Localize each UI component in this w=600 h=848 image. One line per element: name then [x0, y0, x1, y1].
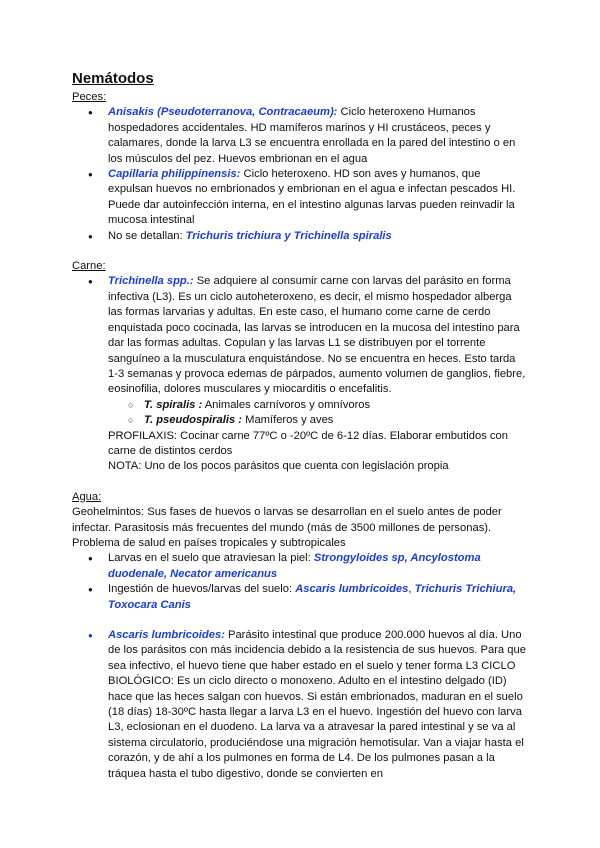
text-run: en forma de: [272, 752, 339, 765]
text-run: mamíferos marinos y: [266, 121, 378, 134]
text-run: Parásito intestinal que produce 200.000 huevos al día. Uno de los parásitos con más incidencia debido a la resistencia de sus huevos. Para que sea: [108, 629, 526, 672]
text-run: Huevos embrionan en el agua: [218, 152, 368, 165]
text-run: No se encuentra en heces: [327, 352, 459, 365]
text-run: pulmones: [223, 752, 273, 765]
text-run: es decir, el mismo hospedador alberga las formas larvarias y adultas. En este caso, el humano come carne de cerdo enquistada poco cocinada, las larvas se introducen en la mucosa del intestino para dar las formas adultas. Copulan y las larvas L1 se distribuyen por el torrente sanguíneo a la musculatura enquistándose.: [108, 290, 520, 365]
text-run: HI: [377, 121, 389, 134]
list-item: [72, 167, 528, 229]
list-item: [72, 105, 528, 167]
text-run: Trichinella spp.:: [108, 275, 194, 288]
list-item: [72, 551, 528, 582]
text-run: CICLO BIOLÓGICO:: [108, 659, 516, 688]
text-run: T. spiralis :: [144, 398, 203, 411]
section-heading-peces: Peces:: [72, 91, 107, 103]
text-run: Ascaris lumbricoides: [295, 583, 409, 596]
text-run: HI. Puede dar autoinfección interna,: [108, 183, 516, 211]
text-run: Sus fases de huevos o larvas se desarrollan en el suelo antes de poder infectar. Parasitosis más frecuentes del mundo (más de 3500 millones de personas). Problema de salud en países tropicales y subtropicales: [72, 506, 502, 549]
text-run: No se detallan:: [108, 229, 186, 242]
text-run: y tener forma: [393, 659, 466, 672]
text-run: T. pseudospiralis :: [144, 414, 243, 427]
text-run: crustáceos, peces y calamares, donde la larva L3 se encuentra enrollada en la pared del intestino o en los músculos del pez.: [108, 121, 516, 165]
text-run: . Adulto en el intestino delgado (ID) hace que las heces salgan con huevos. Si están embrionados, maduran en el suelo (18 días) 18-30ºC hasta llegar a larva L3 en el huevo.: [108, 675, 523, 719]
text-run: aumento volumen de ganglios: [338, 367, 489, 380]
text-run: Trichuris Trichiura, Toxocara Canis: [108, 583, 517, 611]
text-run: . De los pulmones pasan a la tráquea hasta el: [108, 752, 495, 780]
text-run: Capillaria philippinensis:: [108, 168, 241, 181]
carne-list: [72, 274, 528, 428]
text-run: : Cocinar carne 77ºC o -20ºC de 6-12 días. Elaborar embutidos con carne de distintos cerdos: [108, 429, 508, 457]
text-run: miocarditis o encefalitis: [272, 383, 389, 396]
page-title: Nemátodos: [72, 70, 154, 87]
text-run: Geohelmintos:: [72, 506, 145, 519]
agua-list: [72, 551, 528, 613]
text-run: Ciclo heteroxeno. HD: [243, 168, 350, 181]
text-run: tubo digestivo: [191, 767, 261, 780]
nota-paragraph: [72, 459, 528, 474]
peces-list: [72, 105, 528, 244]
text-run: .: [388, 383, 392, 396]
text-run: Ascaris lumbricoides:: [108, 629, 225, 641]
text-run: son aves y humanos, que expulsan huevos no embrionados y embrionan en el agua e infectan pescados: [108, 168, 502, 196]
text-run: , el huevo tiene que haber estado en el: [170, 659, 367, 672]
text-run: . Esto tarda 1-3 semanas y provoca edemas de párpados,: [108, 352, 516, 380]
sub-list-item: [72, 398, 528, 413]
text-run: L3: [465, 659, 479, 672]
text-run: y: [261, 383, 273, 396]
text-run: Ingestión de huevos/larvas del suelo:: [108, 583, 296, 596]
list-item: [72, 274, 528, 397]
text-run: Anisakis (Pseudoterranova, Contracaeum):: [108, 106, 338, 119]
text-run: L4: [338, 752, 351, 765]
text-run: Mamíferos y aves: [242, 414, 334, 427]
text-run: Trichuris trichiura y Trichinella spiralis: [185, 229, 392, 242]
text-run: infectivo: [129, 659, 171, 672]
section-heading-agua: Agua:: [72, 490, 102, 503]
geohelmintos-paragraph: [72, 505, 528, 551]
text-run: autoheteroxeno,: [235, 290, 317, 303]
sub-list-item: [72, 413, 528, 428]
text-run: ciclo directo o monoxeno: [208, 675, 333, 688]
profilaxis-paragraph: [72, 429, 528, 460]
text-run: Strongyloides sp, Ancylostoma duodenale, Necator americanus: [108, 552, 481, 580]
text-run: Ciclo heteroxeno: [340, 106, 425, 119]
text-run: PROFILAXIS: [108, 429, 174, 442]
text-run: Animales carnívoros y omnívoros: [202, 398, 371, 411]
text-run: , donde se convierten en: [260, 767, 383, 780]
text-run: suelo: [366, 659, 394, 672]
text-run: Larvas en el suelo que atraviesan la piel:: [108, 552, 314, 565]
text-run: dolores musculares: [163, 383, 261, 396]
text-run: en el intestino algunas larvas pueden reinvadir la mucosa intestinal: [108, 198, 515, 227]
text-run: Es un: [173, 675, 209, 688]
text-run: Ingestión del huevo con larva L3: [108, 706, 522, 734]
text-run: Humanos hospedadores accidentales.: [108, 106, 476, 134]
list-item: [72, 628, 528, 782]
document-body: [72, 70, 528, 782]
text-run: , fiebre, eosinofilia,: [108, 367, 526, 396]
text-run: : Uno de los pocos parásitos que cuenta con legislación propia: [138, 460, 449, 473]
text-run: , eclosionan en el duodeno. La larva va a atravesar la pared intestinal y se va al sistema circulatorio, produciéndose una migración hemotisular. Van a viajar hasta el corazón, y de ahí a los: [108, 721, 524, 765]
section-heading-carne: Carne:: [72, 260, 106, 273]
list-item: [72, 229, 528, 244]
text-run: NOTA: [108, 460, 139, 473]
text-run: HD: [250, 121, 267, 134]
text-run: ,: [408, 583, 415, 596]
text-run: Se adquiere al consumir carne con larvas del parásito en forma infectiva (L3). Es un ciclo: [108, 275, 511, 303]
list-item: [72, 582, 528, 613]
ascaris-list: [72, 628, 528, 782]
